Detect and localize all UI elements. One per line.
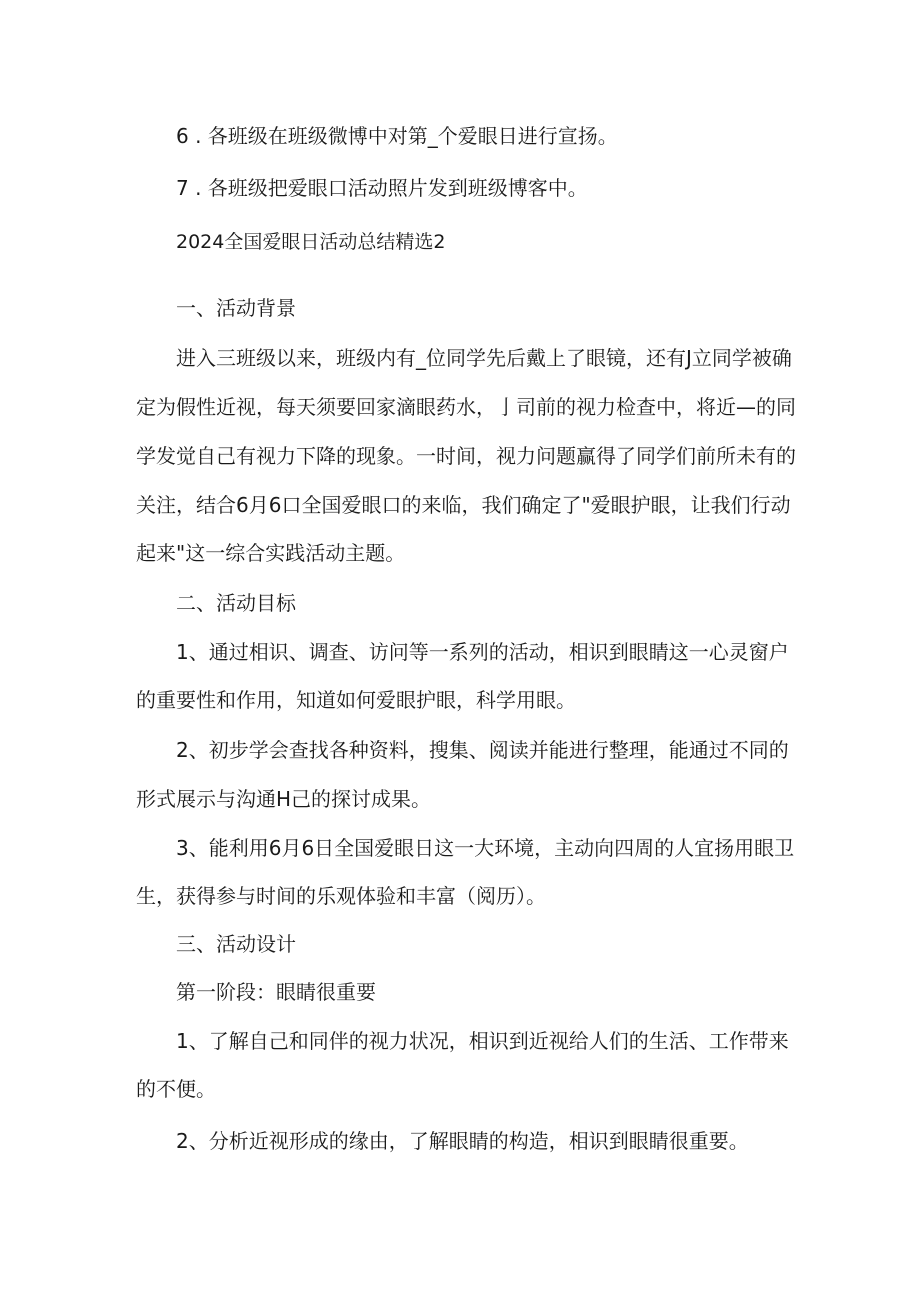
heading-goals: 二、活动目标 <box>176 591 296 615</box>
goal-1-line: 1、通过相识、调查、访问等一系列的活动，相识到眼睛这一心灵窗户 <box>176 640 789 664</box>
design-2-line: 2、分析近视形成的缘由，了解眼睛的构造，相识到眼睛很重要。 <box>176 1129 749 1153</box>
paragraph-line: 进入三班级以来，班级内有_位同学先后戴上了眼镜，还有J立同学被确 <box>176 346 792 370</box>
paragraph-line: 关注，结合6月6口全国爱眼口的来临，我们确定了"爱眼护眼，让我们行动 <box>136 493 791 517</box>
paragraph-line: 定为假性近视，每天须要回家滴眼药水，亅司前的视力检查中，将近—的同 <box>136 395 796 419</box>
design-1-line: 的不便。 <box>136 1077 216 1101</box>
design-1-line: 1、了解自己和同伴的视力状况，相识到近视给人们的生活、工作带来 <box>176 1029 789 1053</box>
paragraph-line: 起来"这一综合实践活动主题。 <box>136 541 406 565</box>
heading-design: 三、活动设计 <box>176 932 296 956</box>
section-title: 2024全国爱眼日活动总结精选2 <box>176 231 446 253</box>
heading-background: 一、活动背景 <box>176 296 296 320</box>
goal-3-line: 生，获得参与时间的乐观体验和丰富（阅历）。 <box>136 884 546 908</box>
stage-title: 第一阶段：眼睛很重要 <box>176 980 376 1004</box>
paragraph-line: 学发觉自己有视力下降的现象。一时间，视力问题赢得了同学们前所未有的 <box>136 444 796 468</box>
list-item-7: 7 . 各班级把爱眼口活动照片发到班级博客中。 <box>176 176 588 200</box>
goal-1-line: 的重要性和作用，知道如何爱眼护眼，科学用眼。 <box>136 688 576 712</box>
goal-2-line: 2、初步学会查找各种资料，搜集、阅读并能进行整理，能通过不同的 <box>176 738 789 762</box>
goal-2-line: 形式展示与沟通H己的探讨成果。 <box>136 787 432 811</box>
list-item-6: 6 . 各班级在班级微博中对第_个爱眼日进行宣扬。 <box>176 124 618 148</box>
goal-3-line: 3、能利用6月6日全国爱眼日这一大环境，主动向四周的人宜扬用眼卫 <box>176 836 795 860</box>
